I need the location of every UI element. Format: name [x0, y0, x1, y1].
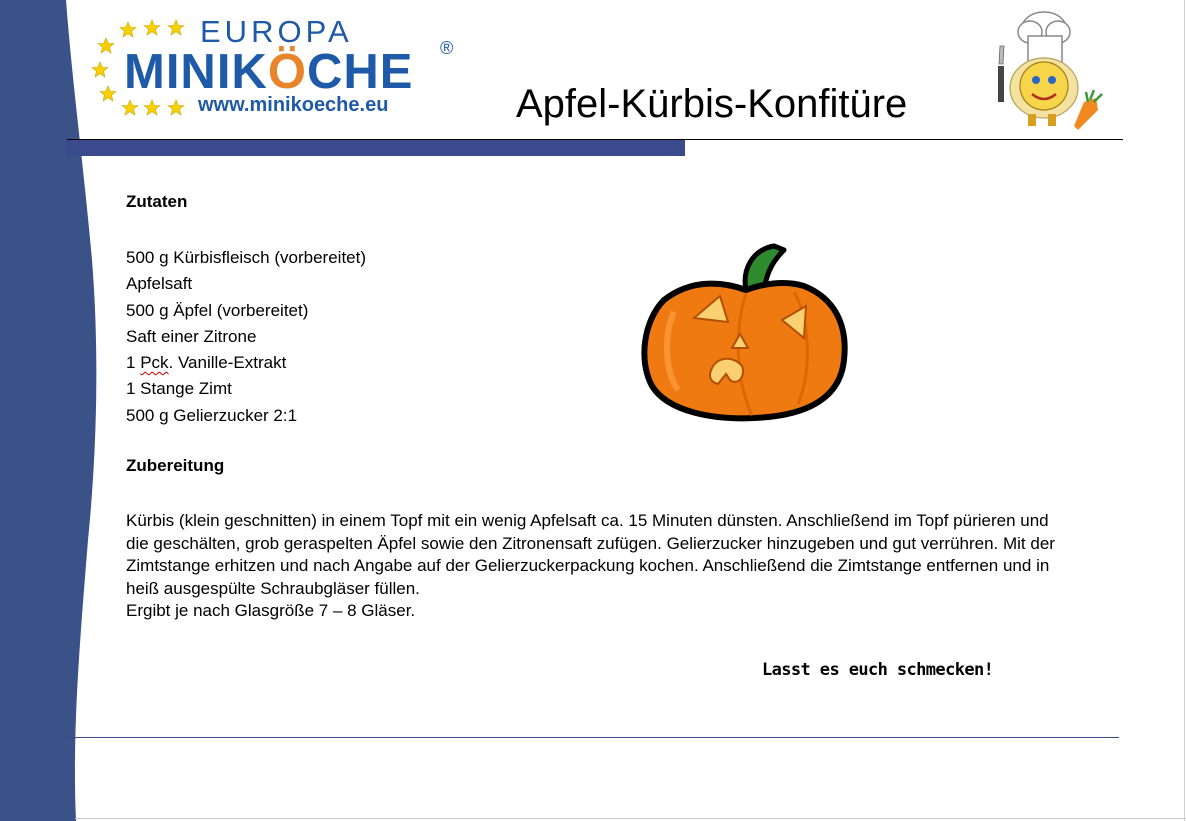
- logo-mini-o: Ö: [267, 45, 307, 99]
- ingredient-item: Saft einer Zitrone: [126, 326, 257, 346]
- logo-europa-text: EUROPA: [200, 14, 353, 49]
- preparation-text: Kürbis (klein geschnitten) in einem Topf mit ein wenig Apfelsaft ca. 15 Minuten dünsten. Anschließend im Topf pürieren und die geschälten, grob geraspelten Äpfel sowie den Zitronensaft zufügen. Gelierzucker hinzugeben und gut verrühren. Mit der Zimtstange erhitzen und nach Angabe auf der Gelierzuckerpackung kochen. Anschließend die Zimtstange entfernen und in heiß ausgespülte Schraubgläser füllen.: [126, 511, 1055, 598]
- ingredients-heading: Zutaten: [126, 192, 188, 211]
- ingredient-item: Apfelsaft: [126, 274, 193, 294]
- logo-minikoeche-text: [124, 44, 413, 100]
- ingredient-item: 500 g Gelierzucker 2:1: [126, 405, 298, 425]
- footer-rule: [67, 737, 1119, 738]
- page-right-edge: [1184, 0, 1185, 821]
- left-wave-band: [0, 0, 110, 821]
- ingredient-item: [126, 350, 366, 376]
- ingredient-item: 1 Stange Zimt: [126, 379, 232, 399]
- chef-mascot-icon: [986, 6, 1114, 136]
- logo-url: www.minikoeche.eu: [198, 94, 389, 116]
- spellcheck-flagged-word: Pck: [140, 353, 169, 373]
- ingredient-suffix: . Vanille-Extrakt: [168, 353, 287, 373]
- logo-mini-suffix: CHE: [306, 45, 414, 99]
- ingredient-prefix: 1: [126, 353, 141, 373]
- ingredient-item: 500 g Kürbisfleisch (vorbereitet): [126, 248, 367, 267]
- ingredient-list: [126, 245, 366, 429]
- preparation-heading: Zubereitung: [126, 456, 225, 475]
- logo-mini-prefix: MINIK: [124, 45, 268, 99]
- page-bottom-edge: [75, 818, 1186, 819]
- pumpkin-illustration: [634, 240, 852, 424]
- minikoeche-logo: [90, 10, 462, 122]
- closing-text: Lasst es euch schmecken!: [762, 660, 994, 680]
- header-accent-bar: [67, 140, 685, 156]
- registered-mark: ®: [440, 38, 454, 58]
- ingredient-item: 500 g Äpfel (vorbereitet): [126, 300, 309, 320]
- page-title: Apfel-Kürbis-Konfitüre: [516, 82, 908, 126]
- yield-text: Ergibt je nach Glasgröße 7 – 8 Gläser.: [126, 601, 416, 620]
